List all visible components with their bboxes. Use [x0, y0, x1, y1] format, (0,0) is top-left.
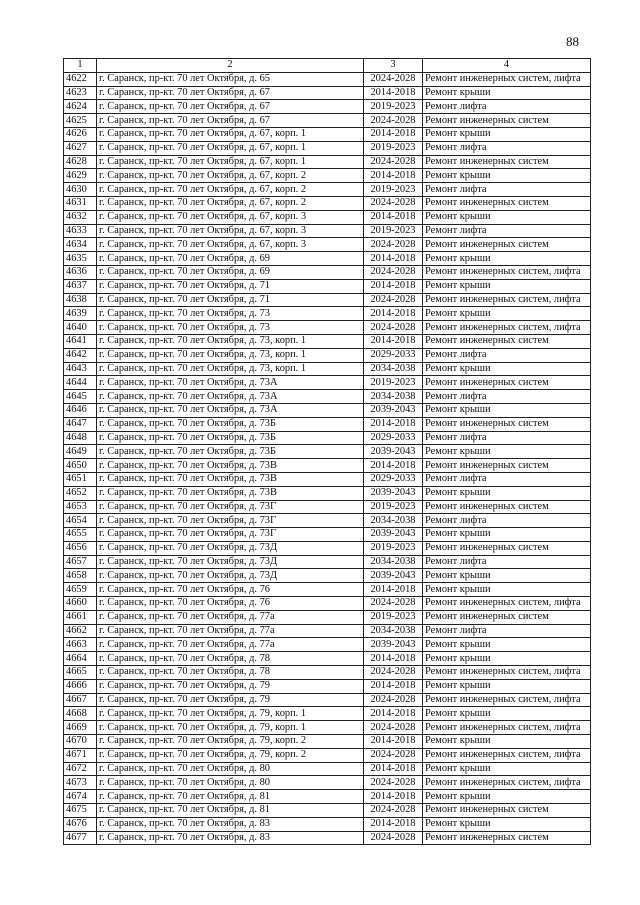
table-row: [64, 390, 591, 404]
address-cell: г. Саранск, пр-кт. 70 лет Октября, д. 83: [97, 817, 364, 831]
work-type-cell: Ремонт крыши: [423, 652, 591, 666]
table-body: [64, 72, 591, 845]
table-row: [64, 403, 591, 417]
work-type-cell: Ремонт инженерных систем, лифта: [423, 597, 591, 611]
period-cell: 2034-2038: [364, 555, 423, 569]
address-cell: г. Саранск, пр-кт. 70 лет Октября, д. 83: [97, 831, 364, 845]
row-number-cell: 4662: [64, 624, 97, 638]
period-cell: 2029-2033: [364, 431, 423, 445]
table-row: [64, 279, 591, 293]
row-number-cell: 4669: [64, 721, 97, 735]
work-type-cell: Ремонт крыши: [423, 569, 591, 583]
address-cell: г. Саранск, пр-кт. 70 лет Октября, д. 73Д: [97, 555, 364, 569]
row-number-cell: 4632: [64, 210, 97, 224]
row-number-cell: 4645: [64, 390, 97, 404]
work-type-cell: Ремонт лифта: [423, 183, 591, 197]
row-number-cell: 4628: [64, 155, 97, 169]
period-cell: 2014-2018: [364, 707, 423, 721]
work-type-cell: Ремонт крыши: [423, 528, 591, 542]
work-type-cell: Ремонт инженерных систем, лифта: [423, 693, 591, 707]
work-type-cell: Ремонт инженерных систем: [423, 376, 591, 390]
work-type-cell: Ремонт инженерных систем: [423, 155, 591, 169]
address-cell: г. Саранск, пр-кт. 70 лет Октября, д. 73А: [97, 390, 364, 404]
row-number-cell: 4647: [64, 417, 97, 431]
work-type-cell: Ремонт инженерных систем: [423, 459, 591, 473]
work-type-cell: Ремонт крыши: [423, 127, 591, 141]
table-row: [64, 679, 591, 693]
table-row: [64, 666, 591, 680]
work-type-cell: Ремонт крыши: [423, 362, 591, 376]
table-row: [64, 293, 591, 307]
table-row: [64, 541, 591, 555]
period-cell: 2014-2018: [364, 417, 423, 431]
period-cell: 2024-2028: [364, 114, 423, 128]
column-header-2: 2: [97, 59, 364, 73]
work-type-cell: Ремонт лифта: [423, 141, 591, 155]
row-number-cell: 4675: [64, 804, 97, 818]
period-cell: 2034-2038: [364, 390, 423, 404]
row-number-cell: 4659: [64, 583, 97, 597]
table-row: [64, 127, 591, 141]
table-row: [64, 514, 591, 528]
work-type-cell: Ремонт лифта: [423, 514, 591, 528]
table-row: [64, 224, 591, 238]
row-number-cell: 4651: [64, 472, 97, 486]
period-cell: 2014-2018: [364, 817, 423, 831]
address-cell: г. Саранск, пр-кт. 70 лет Октября, д. 73: [97, 321, 364, 335]
work-type-cell: Ремонт инженерных систем: [423, 610, 591, 624]
address-cell: г. Саранск, пр-кт. 70 лет Октября, д. 73, корп. 1: [97, 362, 364, 376]
address-cell: г. Саранск, пр-кт. 70 лет Октября, д. 73Г: [97, 500, 364, 514]
table-row: [64, 555, 591, 569]
row-number-cell: 4667: [64, 693, 97, 707]
address-cell: г. Саранск, пр-кт. 70 лет Октября, д. 79: [97, 693, 364, 707]
address-cell: г. Саранск, пр-кт. 70 лет Октября, д. 67, корп. 2: [97, 169, 364, 183]
table-row: [64, 307, 591, 321]
table-row: [64, 348, 591, 362]
address-cell: г. Саранск, пр-кт. 70 лет Октября, д. 67: [97, 86, 364, 100]
table-row: [64, 638, 591, 652]
address-cell: г. Саранск, пр-кт. 70 лет Октября, д. 81: [97, 790, 364, 804]
period-cell: 2024-2028: [364, 804, 423, 818]
work-type-cell: Ремонт лифта: [423, 472, 591, 486]
table-row: [64, 776, 591, 790]
work-type-cell: Ремонт инженерных систем: [423, 804, 591, 818]
period-cell: 2019-2023: [364, 541, 423, 555]
row-number-cell: 4624: [64, 100, 97, 114]
row-number-cell: 4677: [64, 831, 97, 845]
period-cell: 2019-2023: [364, 610, 423, 624]
address-cell: г. Саранск, пр-кт. 70 лет Октября, д. 73, корп. 1: [97, 348, 364, 362]
work-type-cell: Ремонт инженерных систем, лифта: [423, 72, 591, 86]
work-type-cell: Ремонт инженерных систем, лифта: [423, 666, 591, 680]
table-row: [64, 431, 591, 445]
work-type-cell: Ремонт крыши: [423, 735, 591, 749]
table-row: [64, 459, 591, 473]
address-cell: г. Саранск, пр-кт. 70 лет Октября, д. 71: [97, 279, 364, 293]
row-number-cell: 4674: [64, 790, 97, 804]
row-number-cell: 4650: [64, 459, 97, 473]
period-cell: 2024-2028: [364, 196, 423, 210]
work-type-cell: Ремонт крыши: [423, 210, 591, 224]
row-number-cell: 4658: [64, 569, 97, 583]
period-cell: 2014-2018: [364, 735, 423, 749]
period-cell: 2019-2023: [364, 500, 423, 514]
row-number-cell: 4673: [64, 776, 97, 790]
period-cell: 2039-2043: [364, 569, 423, 583]
period-cell: 2034-2038: [364, 362, 423, 376]
period-cell: 2039-2043: [364, 445, 423, 459]
period-cell: 2024-2028: [364, 155, 423, 169]
period-cell: 2024-2028: [364, 321, 423, 335]
address-cell: г. Саранск, пр-кт. 70 лет Октября, д. 79, корп. 1: [97, 707, 364, 721]
row-number-cell: 4670: [64, 735, 97, 749]
period-cell: 2039-2043: [364, 528, 423, 542]
column-header-4: 4: [423, 59, 591, 73]
table-row: [64, 762, 591, 776]
work-type-cell: Ремонт крыши: [423, 445, 591, 459]
table-row: [64, 597, 591, 611]
period-cell: 2014-2018: [364, 127, 423, 141]
address-cell: г. Саранск, пр-кт. 70 лет Октября, д. 69: [97, 252, 364, 266]
row-number-cell: 4664: [64, 652, 97, 666]
table-row: [64, 417, 591, 431]
address-cell: г. Саранск, пр-кт. 70 лет Октября, д. 73, корп. 1: [97, 334, 364, 348]
period-cell: 2014-2018: [364, 86, 423, 100]
column-header-3: 3: [364, 59, 423, 73]
row-number-cell: 4646: [64, 403, 97, 417]
row-number-cell: 4642: [64, 348, 97, 362]
period-cell: 2024-2028: [364, 293, 423, 307]
address-cell: г. Саранск, пр-кт. 70 лет Октября, д. 73Б: [97, 417, 364, 431]
table-row: [64, 610, 591, 624]
address-cell: г. Саранск, пр-кт. 70 лет Октября, д. 77а: [97, 638, 364, 652]
row-number-cell: 4637: [64, 279, 97, 293]
period-cell: 2039-2043: [364, 638, 423, 652]
period-cell: 2019-2023: [364, 183, 423, 197]
address-cell: г. Саранск, пр-кт. 70 лет Октября, д. 67, корп. 3: [97, 224, 364, 238]
period-cell: 2024-2028: [364, 721, 423, 735]
period-cell: 2024-2028: [364, 748, 423, 762]
address-cell: г. Саранск, пр-кт. 70 лет Октября, д. 73А: [97, 376, 364, 390]
address-cell: г. Саранск, пр-кт. 70 лет Октября, д. 73Г: [97, 514, 364, 528]
table-row: [64, 362, 591, 376]
row-number-cell: 4665: [64, 666, 97, 680]
address-cell: г. Саранск, пр-кт. 70 лет Октября, д. 73В: [97, 472, 364, 486]
table-row: [64, 804, 591, 818]
row-number-cell: 4668: [64, 707, 97, 721]
work-type-cell: Ремонт крыши: [423, 86, 591, 100]
table-row: [64, 100, 591, 114]
address-cell: г. Саранск, пр-кт. 70 лет Октября, д. 80: [97, 762, 364, 776]
address-cell: г. Саранск, пр-кт. 70 лет Октября, д. 73: [97, 307, 364, 321]
address-cell: г. Саранск, пр-кт. 70 лет Октября, д. 67, корп. 1: [97, 141, 364, 155]
period-cell: 2039-2043: [364, 403, 423, 417]
table-row: [64, 141, 591, 155]
work-type-cell: Ремонт крыши: [423, 679, 591, 693]
work-type-cell: Ремонт инженерных систем, лифта: [423, 748, 591, 762]
address-cell: г. Саранск, пр-кт. 70 лет Октября, д. 67, корп. 3: [97, 210, 364, 224]
row-number-cell: 4661: [64, 610, 97, 624]
row-number-cell: 4631: [64, 196, 97, 210]
work-type-cell: Ремонт лифта: [423, 348, 591, 362]
address-cell: г. Саранск, пр-кт. 70 лет Октября, д. 73В: [97, 459, 364, 473]
address-cell: г. Саранск, пр-кт. 70 лет Октября, д. 73Д: [97, 541, 364, 555]
address-cell: г. Саранск, пр-кт. 70 лет Октября, д. 69: [97, 265, 364, 279]
address-cell: г. Саранск, пр-кт. 70 лет Октября, д. 81: [97, 804, 364, 818]
work-type-cell: Ремонт крыши: [423, 817, 591, 831]
row-number-cell: 4648: [64, 431, 97, 445]
table-row: [64, 169, 591, 183]
row-number-cell: 4626: [64, 127, 97, 141]
period-cell: 2014-2018: [364, 679, 423, 693]
row-number-cell: 4652: [64, 486, 97, 500]
work-type-cell: Ремонт инженерных систем: [423, 417, 591, 431]
work-type-cell: Ремонт инженерных систем: [423, 238, 591, 252]
row-number-cell: 4663: [64, 638, 97, 652]
row-number-cell: 4655: [64, 528, 97, 542]
work-type-cell: Ремонт лифта: [423, 224, 591, 238]
table-row: [64, 196, 591, 210]
address-cell: г. Саранск, пр-кт. 70 лет Октября, д. 73А: [97, 403, 364, 417]
table-row: [64, 376, 591, 390]
column-header-1: 1: [64, 59, 97, 73]
work-type-cell: Ремонт инженерных систем, лифта: [423, 265, 591, 279]
address-cell: г. Саранск, пр-кт. 70 лет Октября, д. 67, корп. 2: [97, 196, 364, 210]
period-cell: 2024-2028: [364, 597, 423, 611]
address-cell: г. Саранск, пр-кт. 70 лет Октября, д. 67, корп. 2: [97, 183, 364, 197]
work-type-cell: Ремонт крыши: [423, 169, 591, 183]
row-number-cell: 4643: [64, 362, 97, 376]
row-number-cell: 4660: [64, 597, 97, 611]
work-type-cell: Ремонт инженерных систем, лифта: [423, 293, 591, 307]
period-cell: 2029-2033: [364, 348, 423, 362]
address-cell: г. Саранск, пр-кт. 70 лет Октября, д. 80: [97, 776, 364, 790]
period-cell: 2019-2023: [364, 141, 423, 155]
address-cell: г. Саранск, пр-кт. 70 лет Октября, д. 67, корп. 1: [97, 155, 364, 169]
row-number-cell: 4629: [64, 169, 97, 183]
period-cell: 2024-2028: [364, 238, 423, 252]
period-cell: 2014-2018: [364, 459, 423, 473]
row-number-cell: 4656: [64, 541, 97, 555]
table-row: [64, 652, 591, 666]
work-type-cell: Ремонт лифта: [423, 624, 591, 638]
address-cell: г. Саранск, пр-кт. 70 лет Октября, д. 65: [97, 72, 364, 86]
table-row: [64, 72, 591, 86]
work-type-cell: Ремонт лифта: [423, 390, 591, 404]
address-cell: г. Саранск, пр-кт. 70 лет Октября, д. 73Г: [97, 528, 364, 542]
table-row: [64, 238, 591, 252]
address-cell: г. Саранск, пр-кт. 70 лет Октября, д. 73В: [97, 486, 364, 500]
table-row: [64, 817, 591, 831]
table-row: [64, 583, 591, 597]
period-cell: 2019-2023: [364, 100, 423, 114]
address-cell: г. Саранск, пр-кт. 70 лет Октября, д. 78: [97, 666, 364, 680]
row-number-cell: 4639: [64, 307, 97, 321]
period-cell: 2019-2023: [364, 376, 423, 390]
address-cell: г. Саранск, пр-кт. 70 лет Октября, д. 67, корп. 3: [97, 238, 364, 252]
table-row: [64, 735, 591, 749]
address-cell: г. Саранск, пр-кт. 70 лет Октября, д. 79, корп. 2: [97, 748, 364, 762]
row-number-cell: 4630: [64, 183, 97, 197]
work-type-cell: Ремонт инженерных систем, лифта: [423, 721, 591, 735]
table-row: [64, 445, 591, 459]
table-row: [64, 790, 591, 804]
row-number-cell: 4666: [64, 679, 97, 693]
table-row: [64, 831, 591, 845]
period-cell: 2014-2018: [364, 279, 423, 293]
period-cell: 2014-2018: [364, 210, 423, 224]
address-cell: г. Саранск, пр-кт. 70 лет Октября, д. 77а: [97, 610, 364, 624]
work-type-cell: Ремонт инженерных систем, лифта: [423, 776, 591, 790]
address-cell: г. Саранск, пр-кт. 70 лет Октября, д. 77а: [97, 624, 364, 638]
work-type-cell: Ремонт инженерных систем: [423, 196, 591, 210]
row-number-cell: 4627: [64, 141, 97, 155]
address-cell: г. Саранск, пр-кт. 70 лет Октября, д. 67: [97, 114, 364, 128]
table-row: [64, 114, 591, 128]
period-cell: 2034-2038: [364, 624, 423, 638]
work-type-cell: Ремонт крыши: [423, 790, 591, 804]
table-row: [64, 721, 591, 735]
table-row: [64, 486, 591, 500]
table-row: [64, 707, 591, 721]
period-cell: 2029-2033: [364, 472, 423, 486]
row-number-cell: 4634: [64, 238, 97, 252]
work-type-cell: Ремонт крыши: [423, 762, 591, 776]
page-number: 88: [566, 34, 579, 49]
work-type-cell: Ремонт инженерных систем, лифта: [423, 321, 591, 335]
work-type-cell: Ремонт крыши: [423, 279, 591, 293]
period-cell: 2024-2028: [364, 693, 423, 707]
row-number-cell: 4623: [64, 86, 97, 100]
row-number-cell: 4644: [64, 376, 97, 390]
work-type-cell: Ремонт крыши: [423, 638, 591, 652]
table-row: [64, 210, 591, 224]
row-number-cell: 4635: [64, 252, 97, 266]
work-type-cell: Ремонт крыши: [423, 403, 591, 417]
table-row: [64, 265, 591, 279]
work-type-cell: Ремонт инженерных систем: [423, 541, 591, 555]
work-type-cell: Ремонт крыши: [423, 707, 591, 721]
work-type-cell: Ремонт инженерных систем: [423, 500, 591, 514]
work-type-cell: Ремонт лифта: [423, 555, 591, 569]
row-number-cell: 4672: [64, 762, 97, 776]
period-cell: 2014-2018: [364, 652, 423, 666]
table-row: [64, 155, 591, 169]
table-row: [64, 569, 591, 583]
period-cell: 2014-2018: [364, 583, 423, 597]
work-type-cell: Ремонт лифта: [423, 100, 591, 114]
table-row: [64, 500, 591, 514]
row-number-cell: 4671: [64, 748, 97, 762]
column-number-row: [64, 59, 591, 73]
period-cell: 2014-2018: [364, 762, 423, 776]
row-number-cell: 4636: [64, 265, 97, 279]
table-row: [64, 528, 591, 542]
period-cell: 2014-2018: [364, 790, 423, 804]
row-number-cell: 4640: [64, 321, 97, 335]
row-number-cell: 4654: [64, 514, 97, 528]
work-type-cell: Ремонт лифта: [423, 431, 591, 445]
row-number-cell: 4625: [64, 114, 97, 128]
work-type-cell: Ремонт крыши: [423, 252, 591, 266]
work-type-cell: Ремонт крыши: [423, 307, 591, 321]
period-cell: 2034-2038: [364, 514, 423, 528]
address-cell: г. Саранск, пр-кт. 70 лет Октября, д. 73Д: [97, 569, 364, 583]
address-cell: г. Саранск, пр-кт. 70 лет Октября, д. 67, корп. 1: [97, 127, 364, 141]
period-cell: 2024-2028: [364, 831, 423, 845]
table-row: [64, 321, 591, 335]
row-number-cell: 4622: [64, 72, 97, 86]
address-cell: г. Саранск, пр-кт. 70 лет Октября, д. 79, корп. 1: [97, 721, 364, 735]
row-number-cell: 4638: [64, 293, 97, 307]
work-type-cell: Ремонт инженерных систем: [423, 831, 591, 845]
table-row: [64, 624, 591, 638]
period-cell: 2019-2023: [364, 224, 423, 238]
period-cell: 2014-2018: [364, 252, 423, 266]
period-cell: 2024-2028: [364, 72, 423, 86]
row-number-cell: 4633: [64, 224, 97, 238]
table-row: [64, 183, 591, 197]
row-number-cell: 4676: [64, 817, 97, 831]
period-cell: 2024-2028: [364, 265, 423, 279]
address-cell: г. Саранск, пр-кт. 70 лет Октября, д. 73Б: [97, 431, 364, 445]
work-type-cell: Ремонт крыши: [423, 486, 591, 500]
period-cell: 2024-2028: [364, 776, 423, 790]
address-cell: г. Саранск, пр-кт. 70 лет Октября, д. 73Б: [97, 445, 364, 459]
address-cell: г. Саранск, пр-кт. 70 лет Октября, д. 78: [97, 652, 364, 666]
work-type-cell: Ремонт инженерных систем: [423, 334, 591, 348]
table-row: [64, 252, 591, 266]
row-number-cell: 4649: [64, 445, 97, 459]
repair-schedule-table: [63, 58, 591, 845]
row-number-cell: 4657: [64, 555, 97, 569]
row-number-cell: 4653: [64, 500, 97, 514]
address-cell: г. Саранск, пр-кт. 70 лет Октября, д. 71: [97, 293, 364, 307]
table-row: [64, 86, 591, 100]
work-type-cell: Ремонт инженерных систем: [423, 114, 591, 128]
table-row: [64, 748, 591, 762]
period-cell: 2014-2018: [364, 334, 423, 348]
address-cell: г. Саранск, пр-кт. 70 лет Октября, д. 67: [97, 100, 364, 114]
address-cell: г. Саранск, пр-кт. 70 лет Октября, д. 79: [97, 679, 364, 693]
table-row: [64, 334, 591, 348]
period-cell: 2014-2018: [364, 169, 423, 183]
period-cell: 2024-2028: [364, 666, 423, 680]
address-cell: г. Саранск, пр-кт. 70 лет Октября, д. 76: [97, 583, 364, 597]
address-cell: г. Саранск, пр-кт. 70 лет Октября, д. 79, корп. 2: [97, 735, 364, 749]
row-number-cell: 4641: [64, 334, 97, 348]
period-cell: 2014-2018: [364, 307, 423, 321]
work-type-cell: Ремонт крыши: [423, 583, 591, 597]
period-cell: 2039-2043: [364, 486, 423, 500]
address-cell: г. Саранск, пр-кт. 70 лет Октября, д. 76: [97, 597, 364, 611]
table-row: [64, 472, 591, 486]
table-row: [64, 693, 591, 707]
